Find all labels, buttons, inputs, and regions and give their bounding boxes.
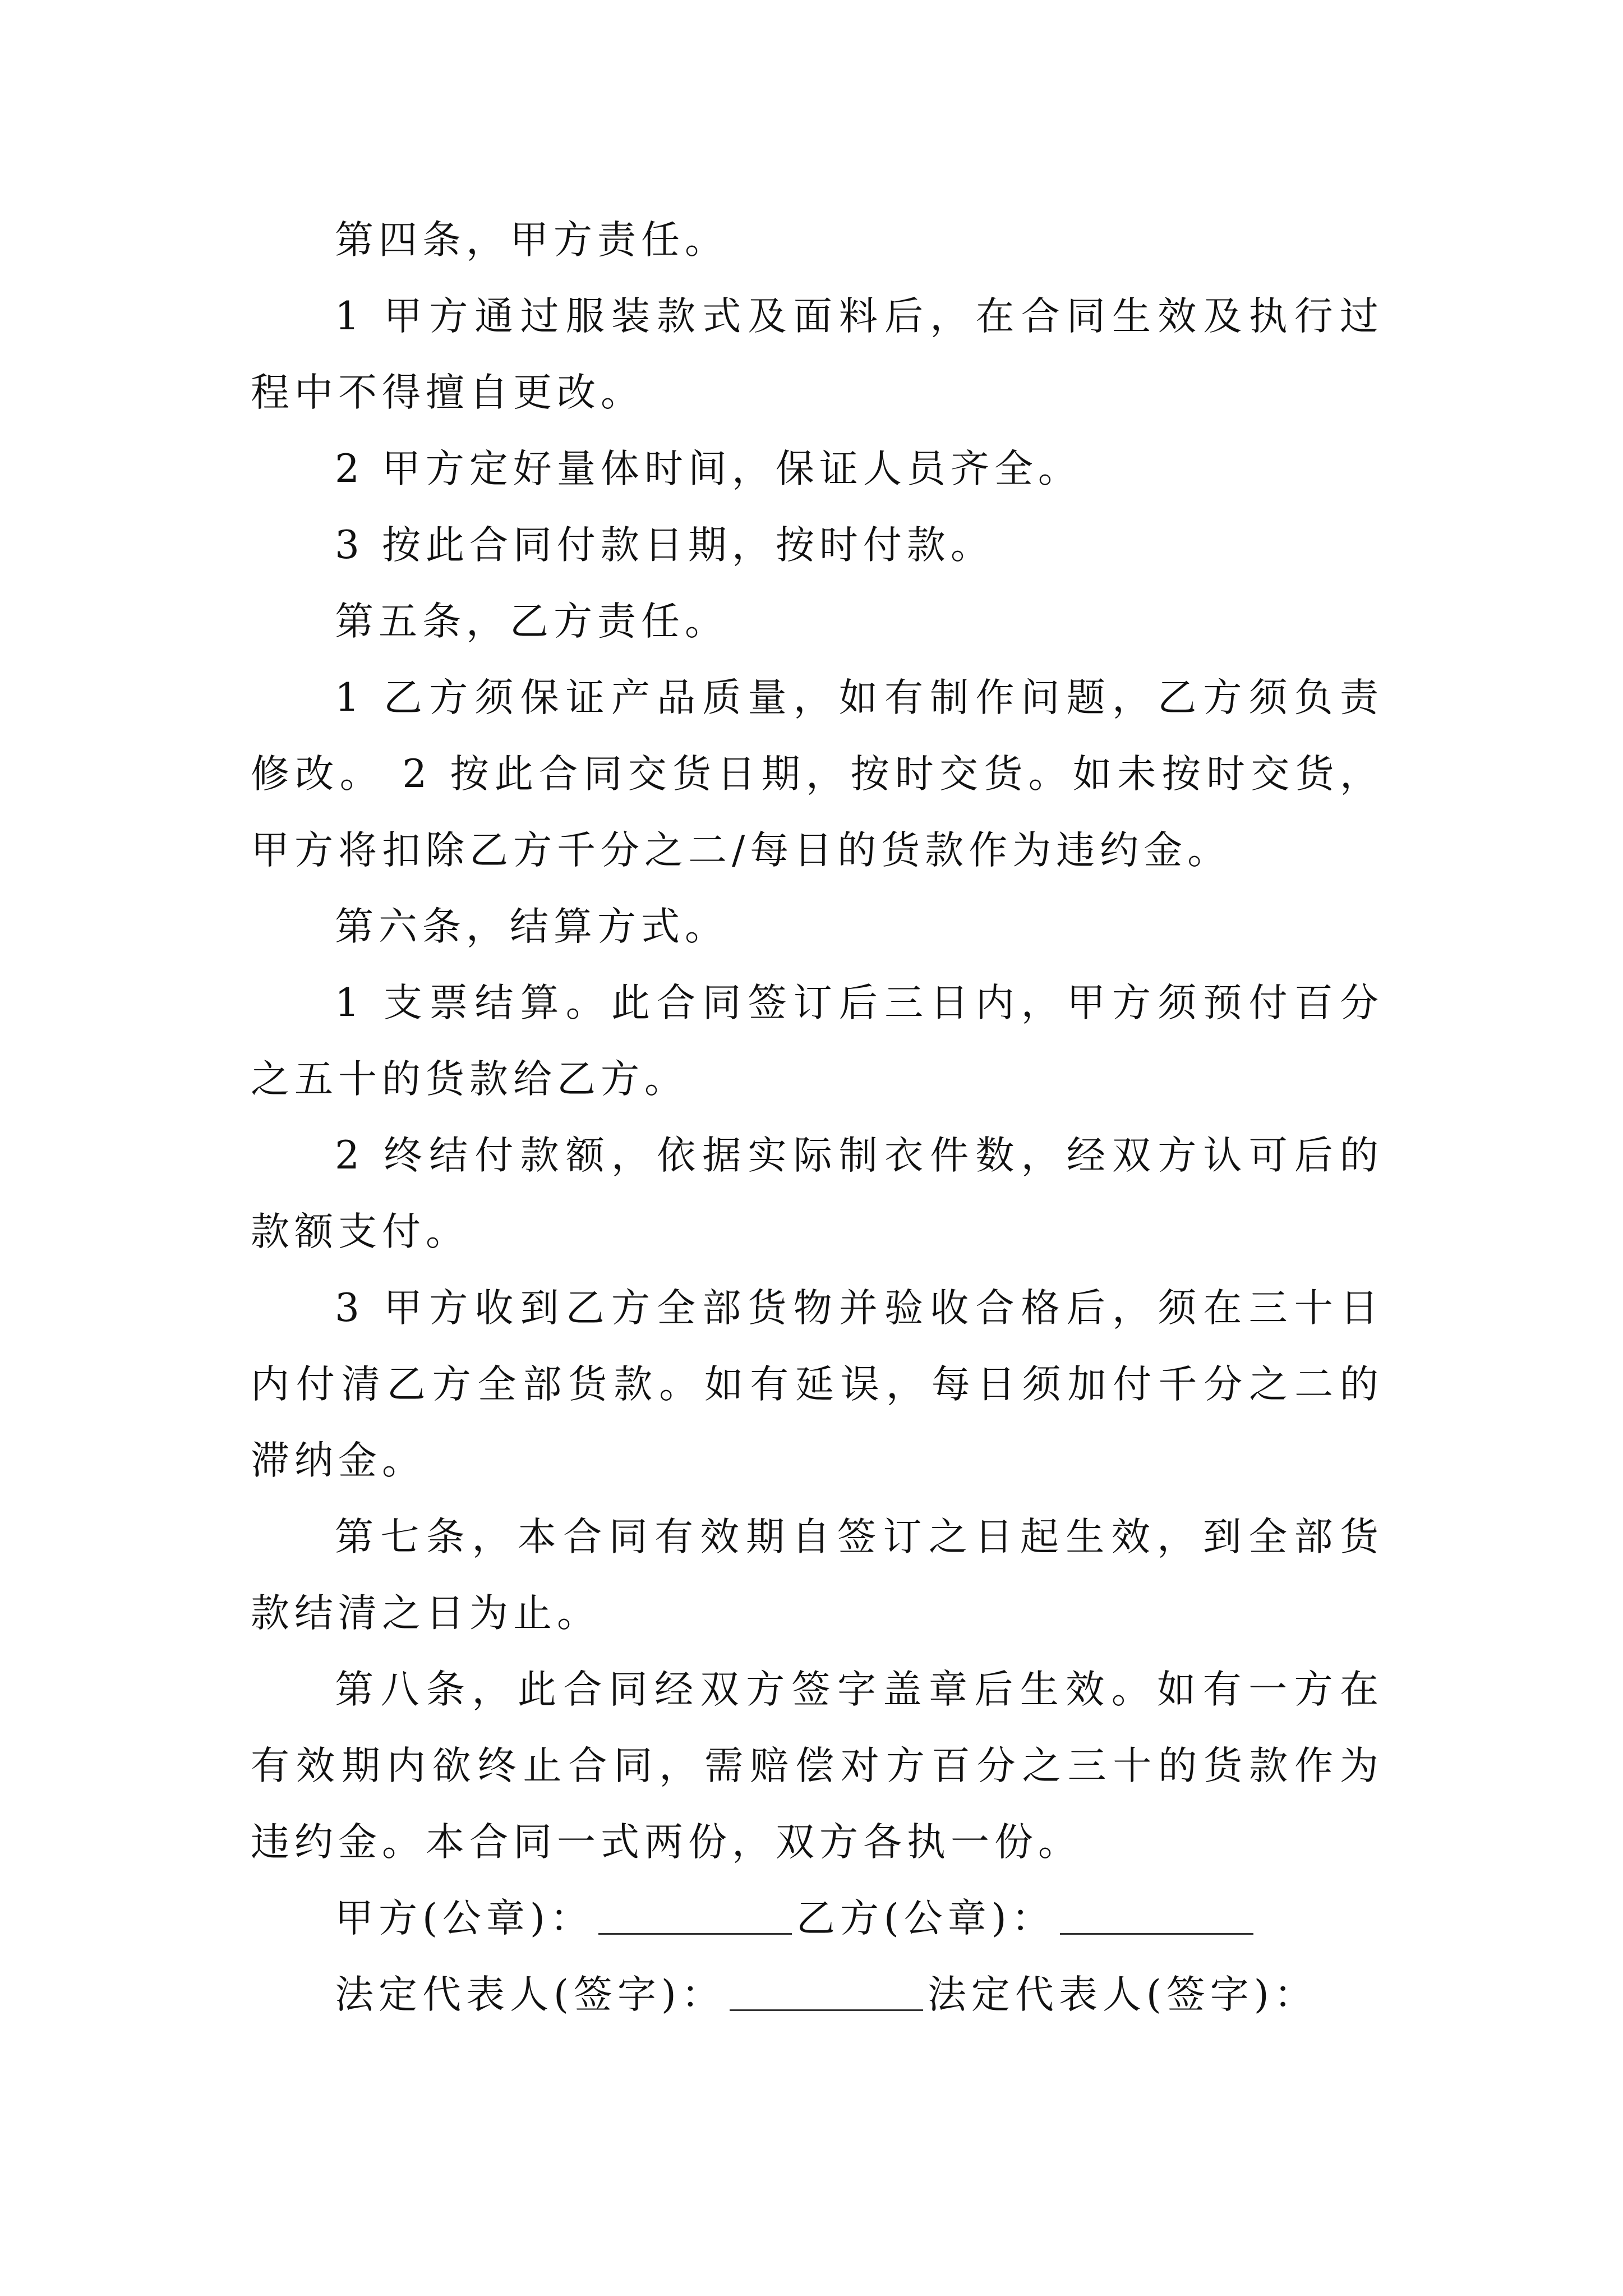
party-a-seal-label: 甲方(公章)： [335, 1896, 594, 1941]
article-6-clause-3: 3 甲方收到乙方全部货物并验收合格后，须在三十日内付清乙方全部货款。如有延误，每日须加付千分之二的滞纳金。 [251, 1286, 1384, 1483]
seal-line [251, 1880, 1384, 1957]
party-a-rep-label: 法定代表人(签字)： [335, 1972, 725, 2017]
article-5-clauses: 1 乙方须保证产品质量，如有制作问题，乙方须负责修改。 2 按此合同交货日期，按时交货。如未按时交货，甲方将扣除乙方千分之二/每日的货款作为违约金。 [251, 675, 1384, 873]
article-6-clause-1: 1 支票结算。此合同签订后三日内，甲方须预付百分之五十的货款给乙方。 [251, 981, 1384, 1102]
article-5-heading: 第五条，乙方责任。 [335, 599, 728, 644]
article-4-clause-3: 3 按此合同付款日期，按时付款。 [335, 523, 994, 568]
party-b-rep-label: 法定代表人(签字)： [927, 1972, 1318, 2017]
article-4-clause-1: 1 甲方通过服装款式及面料后，在合同生效及执行过程中不得擅自更改。 [251, 294, 1384, 415]
article-4-clause-2: 2 甲方定好量体时间，保证人员齐全。 [335, 447, 1082, 491]
article-7: 第七条，本合同有效期自签订之日起生效，到全部货款结清之日为止。 [251, 1515, 1384, 1636]
document-body [251, 202, 1384, 2033]
article-6-clause-2: 2 终结付款额，依据实际制衣件数，经双方认可后的款额支付。 [251, 1133, 1384, 1254]
article-4-heading: 第四条，甲方责任。 [335, 218, 728, 263]
article-8: 第八条，此合同经双方签字盖章后生效。如有一方在有效期内欲终止合同，需赔偿对方百分之三十的货款作为违约金。本合同一式两份，双方各执一份。 [251, 1667, 1384, 1865]
representative-line [251, 1957, 1384, 2033]
party-b-seal-blank[interactable] [1060, 1896, 1253, 1935]
party-a-seal-blank[interactable] [598, 1896, 792, 1935]
party-b-seal-label: 乙方(公章)： [796, 1896, 1055, 1941]
article-6-heading: 第六条，结算方式。 [335, 904, 728, 949]
party-a-rep-blank[interactable] [730, 1972, 923, 2011]
